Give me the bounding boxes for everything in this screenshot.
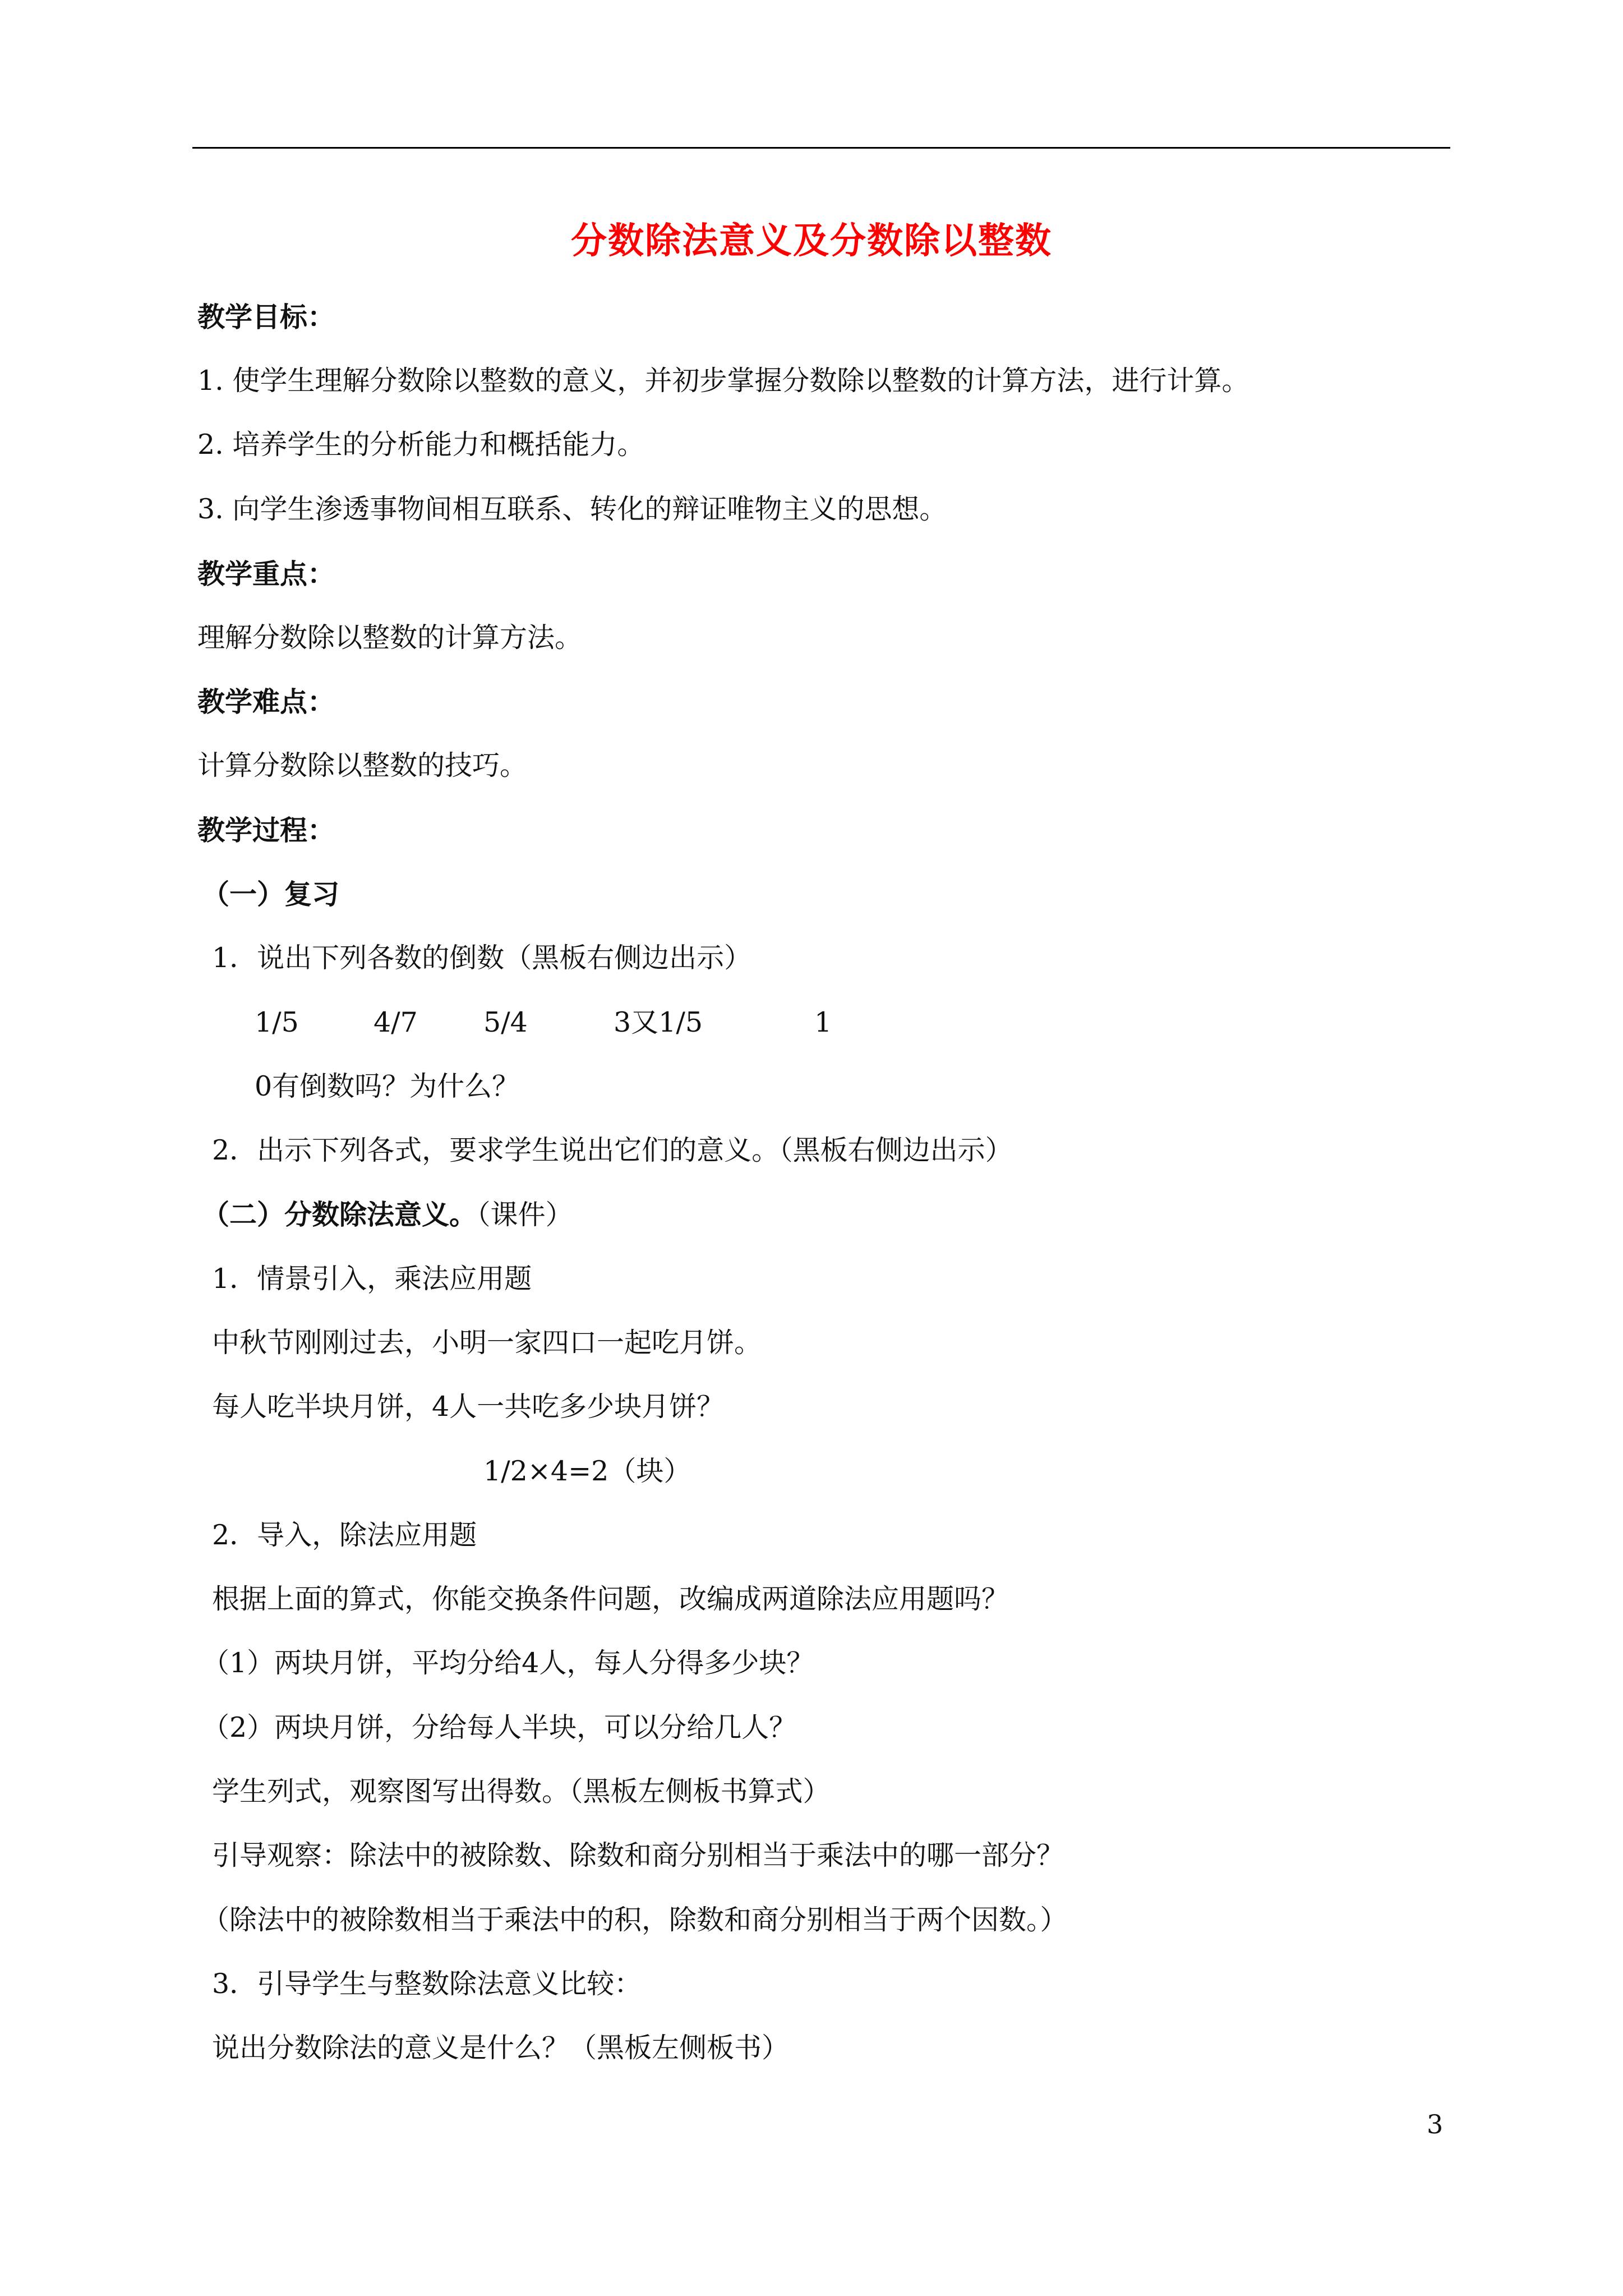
header-rule <box>192 147 1450 149</box>
objectives-heading: 教学目标： <box>197 301 335 333</box>
reciprocal-list <box>0 1003 1623 1042</box>
reciprocal-item: 5/4 <box>483 1006 528 1038</box>
meaning-line: 学生列式，观察图写出得数。（黑板左侧板书算式） <box>212 1775 831 1807</box>
key-point-text: 理解分数除以整数的计算方法。 <box>197 622 583 654</box>
review-item-2: 2．出示下列各式，要求学生说出它们的意义。（黑板右侧边出示） <box>212 1134 1013 1166</box>
meaning-line: （2）两块月饼，分给每人半块，可以分给几人？ <box>202 1711 797 1743</box>
meaning-heading-line <box>202 1195 573 1235</box>
meaning-line: 根据上面的算式，你能交换条件问题，改编成两道除法应用题吗？ <box>212 1583 1009 1615</box>
meaning-line: 3．引导学生与整数除法意义比较： <box>212 1968 642 2000</box>
meaning-heading: （二）分数除法意义。 <box>202 1198 477 1231</box>
process-heading: 教学过程： <box>197 814 335 846</box>
meaning-line: 1．情景引入，乘法应用题 <box>212 1263 532 1295</box>
meaning-line: （除法中的被除数相当于乘法中的积，除数和商分别相当于两个因数。） <box>202 1904 1068 1936</box>
document-title: 分数除法意义及分数除以整数 <box>571 220 1052 262</box>
difficulty-heading: 教学难点： <box>197 685 335 718</box>
reciprocal-item: 3又1/5 <box>614 1006 703 1038</box>
reciprocal-item: 1/5 <box>255 1006 299 1038</box>
meaning-line: 引导观察：除法中的被除数、除数和商分别相当于乘法中的哪一部分？ <box>212 1839 1064 1871</box>
page-number: 3 <box>1427 2109 1444 2139</box>
objective-item-1: 1. 使学生理解分数除以整数的意义，并初步掌握分数除以整数的计算方法，进行计算。 <box>197 365 1249 397</box>
objective-item-3: 3. 向学生渗透事物间相互联系、转化的辩证唯物主义的思想。 <box>197 493 947 525</box>
review-item-1: 1．说出下列各数的倒数（黑板右侧边出示） <box>212 942 752 974</box>
meaning-heading-note: （课件） <box>477 1199 573 1231</box>
objective-item-2: 2. 培养学生的分析能力和概括能力。 <box>197 429 645 461</box>
difficulty-text: 计算分数除以整数的技巧。 <box>197 749 528 781</box>
review-heading: （一）复习 <box>202 878 340 910</box>
meaning-line: 每人吃半块月饼，4人一共吃多少块月饼？ <box>212 1391 725 1423</box>
meaning-line: 中秋节刚刚过去，小明一家四口一起吃月饼。 <box>212 1327 762 1359</box>
multiplication-formula: 1/2×4=2（块） <box>483 1455 691 1487</box>
meaning-line: （1）两块月饼，平均分给4人，每人分得多少块？ <box>202 1647 814 1679</box>
key-point-heading: 教学重点： <box>197 558 335 590</box>
meaning-line: 说出分数除法的意义是什么？（黑板左侧板书） <box>212 2032 790 2064</box>
reciprocal-item: 4/7 <box>374 1006 418 1038</box>
reciprocal-item: 1 <box>814 1006 832 1038</box>
meaning-line: 2．导入，除法应用题 <box>212 1519 477 1551</box>
zero-question: 0有倒数吗？为什么？ <box>255 1070 520 1102</box>
